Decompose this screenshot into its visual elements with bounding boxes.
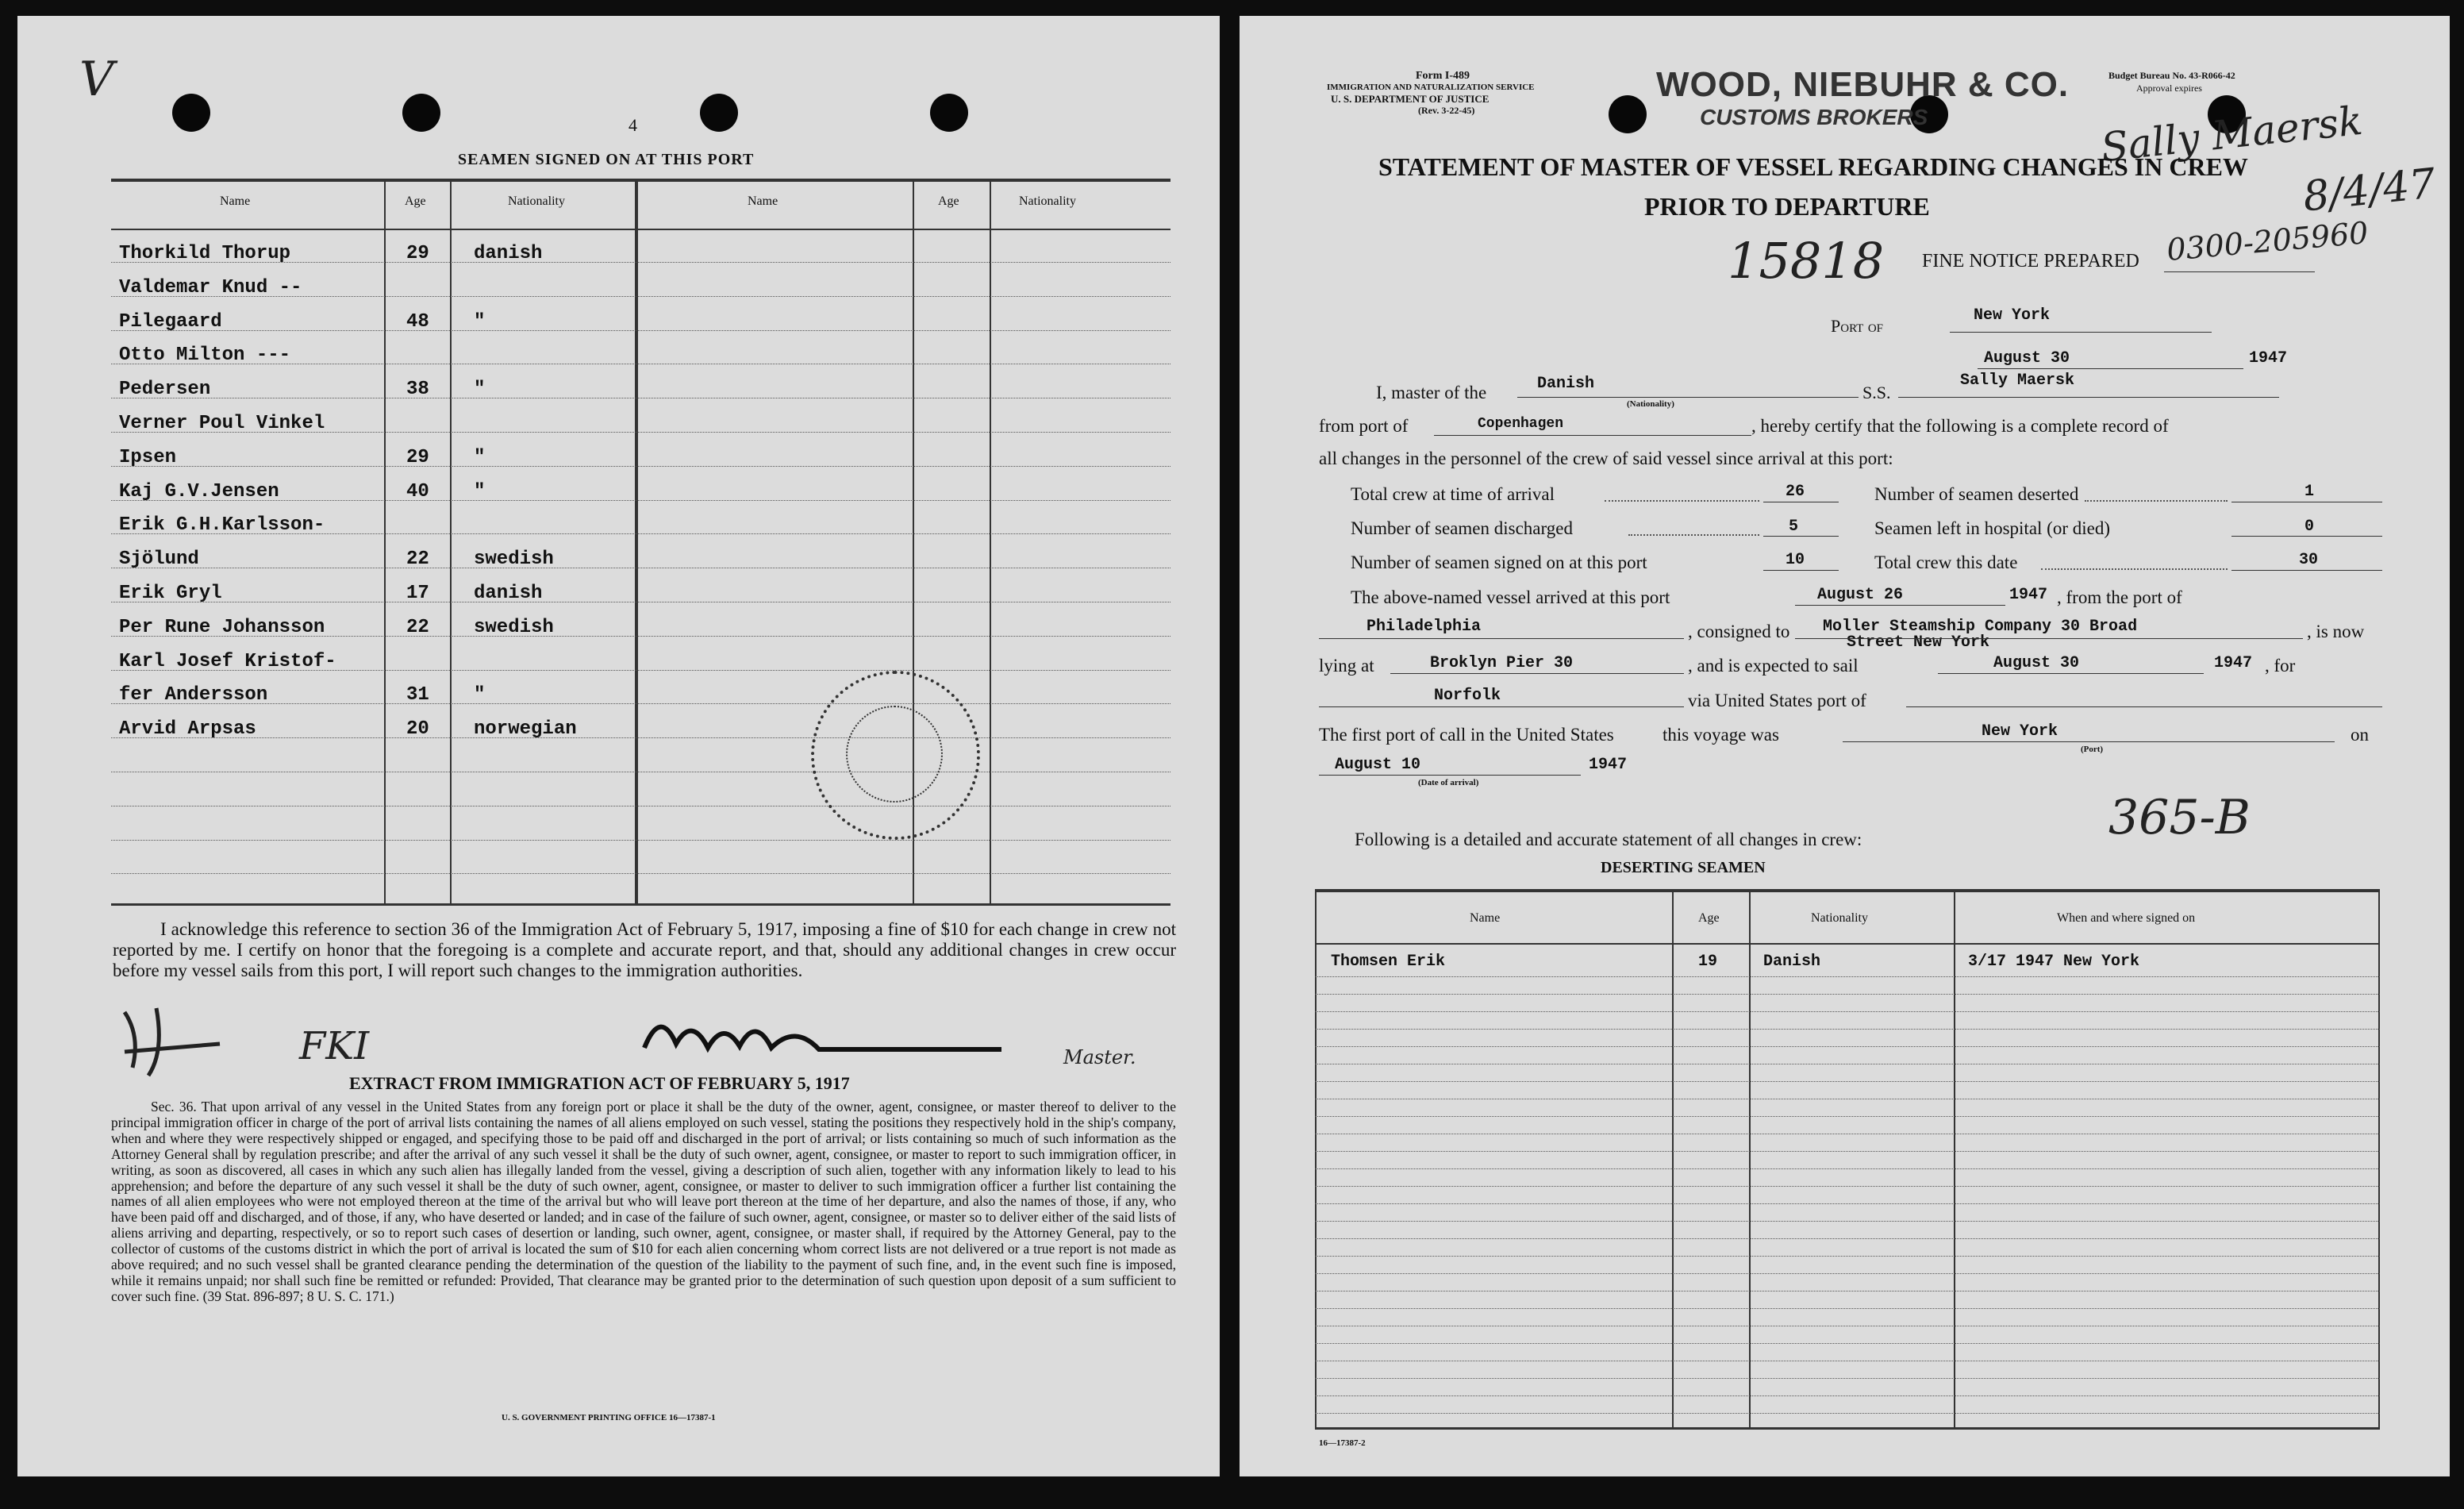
col-header-name-2: Name <box>748 194 778 208</box>
form-number: Form I-489 <box>1416 70 1470 82</box>
row-rule <box>111 466 1170 467</box>
master-signature <box>636 1000 1017 1064</box>
sail-year: 1947 <box>2214 654 2253 672</box>
rule <box>1978 368 2243 369</box>
handwritten-date: 8/4/47 <box>2301 160 2439 221</box>
seaman-age: 31 <box>406 684 429 706</box>
fine-notice-value: 0300-205960 <box>2165 214 2370 268</box>
deserter-age: 19 <box>1698 953 1718 971</box>
date-value: August 30 <box>1984 349 2070 368</box>
table-bottom-rule <box>1315 1427 2380 1430</box>
row-rule <box>1315 1308 2380 1309</box>
stat-value: 0 <box>2304 518 2315 536</box>
punch-hole <box>930 94 968 132</box>
stat-value: 1 <box>2304 483 2315 501</box>
consignee-line-2: Street New York <box>1847 633 1990 652</box>
ss-label: S.S. <box>1862 383 1891 402</box>
seaman-name: Arvid Arpsas <box>119 718 256 741</box>
row-rule <box>1315 1378 2380 1379</box>
row-rule <box>1315 1256 2380 1257</box>
seaman-name: Otto Milton --- <box>119 345 291 367</box>
rule <box>1390 673 1684 674</box>
rule <box>1795 638 2303 639</box>
is-now: , is now <box>2307 622 2365 641</box>
destination: Norfolk <box>1434 687 1501 705</box>
row-rule <box>1315 1116 2380 1117</box>
arrived-date: August 26 <box>1817 586 1904 604</box>
col-rule <box>635 179 638 905</box>
row-rule <box>1315 1046 2380 1047</box>
seaman-name: fer Andersson <box>119 684 268 706</box>
certify-text-2: all changes in the personnel of the crew of said vessel since arrival at this port: <box>1319 448 1893 468</box>
row-rule <box>1315 1291 2380 1292</box>
row-rule <box>1315 1186 2380 1187</box>
deserter-name: Thomsen Erik <box>1331 953 1446 971</box>
col-header-nationality-2: Nationality <box>1019 194 1076 208</box>
seaman-name: Per Rune Johansson <box>119 616 325 638</box>
col-header-name: Name <box>1470 911 1501 925</box>
left-page <box>17 16 1220 1476</box>
revision: (Rev. 3-22-45) <box>1418 105 1475 116</box>
seaman-nationality: swedish <box>474 549 554 571</box>
agency-line-2: U. S. DEPARTMENT OF JUSTICE <box>1331 93 1490 105</box>
rule <box>2041 568 2228 570</box>
master-intro: I, master of the <box>1376 383 1487 402</box>
stat-value: 30 <box>2299 551 2319 569</box>
row-rule <box>111 840 1170 841</box>
seaman-name: Erik Gryl <box>119 583 222 604</box>
row-rule <box>111 737 1170 738</box>
rule <box>1434 435 1751 436</box>
row-rule <box>1315 1168 2380 1169</box>
rule <box>1906 706 2382 707</box>
stat-label: Number of seamen discharged <box>1351 518 1573 538</box>
master-label: Master. <box>1063 1046 1136 1068</box>
rule <box>1938 673 2204 674</box>
row-rule <box>1315 1238 2380 1239</box>
rule <box>1763 536 1839 537</box>
seaman-name: Thorkild Thorup <box>119 243 291 264</box>
initials: FKI <box>299 1024 370 1068</box>
extract-title: EXTRACT FROM IMMIGRATION ACT OF FEBRUARY 5, 1917 <box>349 1073 850 1093</box>
table-top-rule <box>1315 889 2380 892</box>
row-rule <box>1315 1413 2380 1414</box>
seaman-name: Pedersen <box>119 379 211 401</box>
rule <box>2164 271 2315 272</box>
row-rule <box>1315 1343 2380 1344</box>
seaman-name: Valdemar Knud -- <box>119 276 302 298</box>
seaman-age: 22 <box>406 549 429 571</box>
rule <box>1319 706 1684 707</box>
check-mark: V <box>79 52 114 107</box>
col-rule <box>1749 889 1751 1429</box>
rule <box>1517 397 1859 398</box>
nationality-caption: (Nationality) <box>1627 399 1674 409</box>
seaman-nationality: " <box>474 310 486 333</box>
row-rule <box>1315 1395 2380 1396</box>
from-the-port: , from the port of <box>2057 587 2182 607</box>
acknowledgment-text: I acknowledge this reference to section 36 of the Immigration Act of February 5, 1917, imposing a fine of $10 for each change in crew not reported by me. I certify on honor that the foregoing is a complete and accurate report, and that, should any additional changes in crew occur before my vessel sails from this port, I will report such changes to the immigration authorities. <box>113 919 1176 980</box>
seaman-nationality: " <box>474 379 486 401</box>
seaman-nationality: danish <box>474 583 543 604</box>
agency-line-1: IMMIGRATION AND NATURALIZATION SERVICE <box>1327 83 1535 92</box>
stat-label: Total crew this date <box>1874 552 2018 572</box>
row-rule <box>1315 976 2380 977</box>
row-rule <box>111 873 1170 874</box>
rule <box>1763 570 1839 571</box>
punch-hole <box>1609 95 1647 133</box>
row-rule <box>1315 1029 2380 1030</box>
seaman-nationality: " <box>474 446 486 468</box>
arrived-label: The above-named vessel arrived at this port <box>1351 587 1670 607</box>
arrived-year: 1947 <box>2009 586 2048 604</box>
rule <box>1319 638 1684 639</box>
arrival-date: August 10 <box>1335 756 1421 774</box>
consignee: Moller Steamship Company 30 Broad <box>1823 618 2138 636</box>
row-rule <box>1315 1081 2380 1082</box>
col-header-age: Age <box>1698 911 1720 925</box>
for-label: , for <box>2265 656 2296 676</box>
stat-label: Total crew at time of arrival <box>1351 484 1555 504</box>
seaman-name: Ipsen <box>119 446 177 468</box>
rule <box>1950 332 2212 333</box>
deserter-signed-on: 3/17 1947 New York <box>1968 953 2140 971</box>
punch-hole <box>402 94 440 132</box>
file-number: 15818 <box>1728 232 1885 290</box>
approval-expires: Approval expires <box>2136 83 2202 94</box>
col-rule <box>1954 889 1955 1429</box>
seaman-age: 29 <box>406 446 429 468</box>
col-rule <box>1672 889 1674 1429</box>
left-footer: U. S. GOVERNMENT PRINTING OFFICE 16—17387-1 <box>502 1413 716 1422</box>
table-bottom-rule <box>111 903 1170 906</box>
col-header-name: Name <box>220 194 251 208</box>
arrival-caption: (Date of arrival) <box>1418 778 1479 787</box>
col-header-age: Age <box>405 194 426 208</box>
rule <box>1628 534 1759 536</box>
row-rule <box>1315 1203 2380 1204</box>
seaman-name: Karl Josef Kristof- <box>119 650 336 672</box>
header-rule <box>111 229 1170 230</box>
punch-hole <box>700 94 738 132</box>
seaman-nationality: " <box>474 684 486 706</box>
row-rule <box>1315 1221 2380 1222</box>
seaman-age: 22 <box>406 616 429 638</box>
following-text: Following is a detailed and accurate statement of all changes in crew: <box>1355 830 1862 849</box>
received-stamp <box>811 671 980 840</box>
seaman-age: 20 <box>406 718 429 741</box>
rule <box>1898 397 2279 398</box>
customs-stamp-brokers: CUSTOMS BROKERS <box>1700 105 1928 129</box>
stat-value: 10 <box>1786 551 1805 569</box>
rule <box>1795 605 2005 606</box>
seaman-age: 17 <box>406 583 429 604</box>
seaman-nationality: norwegian <box>474 718 577 741</box>
rule <box>2231 570 2382 571</box>
arrival-year: 1947 <box>1589 756 1628 774</box>
stat-label: Number of seamen signed on at this port <box>1351 552 1647 572</box>
consigned-label: , consigned to <box>1688 622 1790 641</box>
seaman-name: Sjölund <box>119 549 199 571</box>
col-header-nationality: Nationality <box>508 194 565 208</box>
port-label: Port of <box>1831 316 1884 336</box>
rule <box>2231 536 2382 537</box>
seaman-nationality: danish <box>474 243 543 264</box>
seaman-nationality: " <box>474 480 486 502</box>
seaman-age: 40 <box>406 480 429 502</box>
from-port-label: from port of <box>1319 416 1409 436</box>
page-number: 4 <box>628 115 637 135</box>
stat-label: Number of seamen deserted <box>1874 484 2079 504</box>
seaman-name: Kaj G.V.Jensen <box>119 480 279 502</box>
form-title-line-2: PRIOR TO DEPARTURE <box>1644 192 1930 221</box>
seaman-name: Erik G.H.Karlsson- <box>119 514 325 537</box>
seaman-age: 48 <box>406 310 429 333</box>
col-header-signed-on: When and where signed on <box>2057 911 2196 925</box>
rule <box>1319 775 1581 776</box>
header-rule <box>1315 943 2380 945</box>
via-label: via United States port of <box>1688 691 1866 710</box>
customs-stamp-company: WOOD, NIEBUHR & CO. <box>1656 65 2070 104</box>
col-rule <box>2378 889 2380 1429</box>
voyage-label: this voyage was <box>1663 725 1779 745</box>
right-footer: 16—17387-2 <box>1319 1438 1366 1448</box>
row-rule <box>1315 994 2380 995</box>
fine-notice-label: FINE NOTICE PREPARED <box>1922 251 2139 271</box>
seaman-name: Verner Poul Vinkel <box>119 413 325 434</box>
table-title: SEAMEN SIGNED ON AT THIS PORT <box>458 151 755 168</box>
rule <box>1605 500 1759 502</box>
file-code: 365-B <box>2108 790 2251 845</box>
vessel-name: Sally Maersk <box>1960 371 2075 390</box>
handwritten-mark <box>109 988 283 1084</box>
row-rule <box>111 330 1170 331</box>
col-rule <box>990 179 991 905</box>
form-title-line-1: STATEMENT OF MASTER OF VESSEL REGARDING CHANGES IN CREW <box>1378 152 2248 181</box>
sail-date: August 30 <box>1993 654 2080 672</box>
port-value: New York <box>1974 306 2051 325</box>
col-rule <box>1315 889 1317 1429</box>
from-port-value: Copenhagen <box>1478 416 1564 432</box>
col-rule <box>450 179 452 905</box>
extract-text: Sec. 36. That upon arrival of any vessel in the United States from any foreign port or place it shall be the duty of the owner, agent, consignee, or master thereof to deliver to the principal immigration officer in charge of the port of arrival lists containing the names of all aliens employed on such vessel, stating the positions they respectively hold in the ship's company, when and where they were respectively shipped or engaged, and specifying those to be paid off and discharged in the port of arrival; or lists containing so much of such information as the Attorney General shall by regulation prescribe; and after the arrival of any such vessel it shall be the duty of such owner, agent, consignee, or master to report to such immigration officer, in writing, as soon as discovered, all cases in which any such alien has illegally landed from the vessel, giving a description of such alien, together with any information likely to lead to his apprehension; and before the departure of any such vessel it shall be the duty of such owner, agent, consignee, or master to deliver to such immigration officer a further list containing the names of all alien employees who were not employed thereon at the time of the arrival but who will leave port thereon at the time of her departure, and also the names of those, if any, who have been paid off and discharged, and of those, if any, who have deserted or landed; and in case of the failure of such owner, agent, consignee, or master so to deliver either of the said lists of aliens arriving and departing, respectively, or so to report such cases of desertion or landing, such owner, agent, consignee, or master shall, if required by the Attorney General, pay to the collector of customs of the customs district in which the port of arrival is located the sum of $10 for each alien concerning whom correct lists are not delivered or a true report is not made as above required; and no such vessel shall be granted clearance pending the determination of the question of the liability to the payment of such fine, and, in the event such fine is imposed, while it remains unpaid; nor shall such fine be remitted or refunded: Provided, That clearance may be granted prior to the determination of such question upon deposit of a sum sufficient to cover such fine. (39 Stat. 896-897; 8 U. S. C. 171.) <box>111 1099 1176 1304</box>
on-label: on <box>2351 725 2369 745</box>
row-rule <box>111 703 1170 704</box>
lying-label: lying at <box>1319 656 1374 676</box>
punch-hole <box>172 94 210 132</box>
col-rule <box>384 179 386 905</box>
right-page <box>1240 16 2450 1476</box>
row-rule <box>1315 1011 2380 1012</box>
stat-value: 5 <box>1789 518 1799 536</box>
seaman-name: Pilegaard <box>119 310 222 333</box>
stat-value: 26 <box>1786 483 1805 501</box>
nationality-value: Danish <box>1537 375 1595 393</box>
row-rule <box>1315 1151 2380 1152</box>
seaman-age: 29 <box>406 243 429 264</box>
first-port-label: The first port of call in the United States <box>1319 725 1614 745</box>
budget-bureau: Budget Bureau No. 43-R066-42 <box>2108 70 2235 81</box>
year-value: 1947 <box>2249 349 2288 368</box>
lying-value: Broklyn Pier 30 <box>1430 654 1574 672</box>
row-rule <box>1315 1273 2380 1274</box>
first-port-value: New York <box>1982 722 2058 741</box>
rule <box>1843 741 2335 742</box>
rule <box>2085 500 2228 502</box>
table-top-rule <box>111 179 1170 182</box>
certify-text: , hereby certify that the following is a complete record of <box>1751 416 2169 436</box>
seaman-age: 38 <box>406 379 429 401</box>
port-caption: (Port) <box>2081 745 2104 754</box>
col-header-age-2: Age <box>938 194 959 208</box>
seaman-nationality: swedish <box>474 616 554 638</box>
sail-label: , and is expected to sail <box>1688 656 1859 676</box>
handwritten-vessel-name: Sally Maersk <box>2098 97 2365 171</box>
deserter-nationality: Danish <box>1763 953 1821 971</box>
stat-label: Seamen left in hospital (or died) <box>1874 518 2111 538</box>
col-header-nationality: Nationality <box>1811 911 1868 925</box>
arrived-from: Philadelphia <box>1367 618 1482 636</box>
deserting-title: DESERTING SEAMEN <box>1601 859 1766 876</box>
